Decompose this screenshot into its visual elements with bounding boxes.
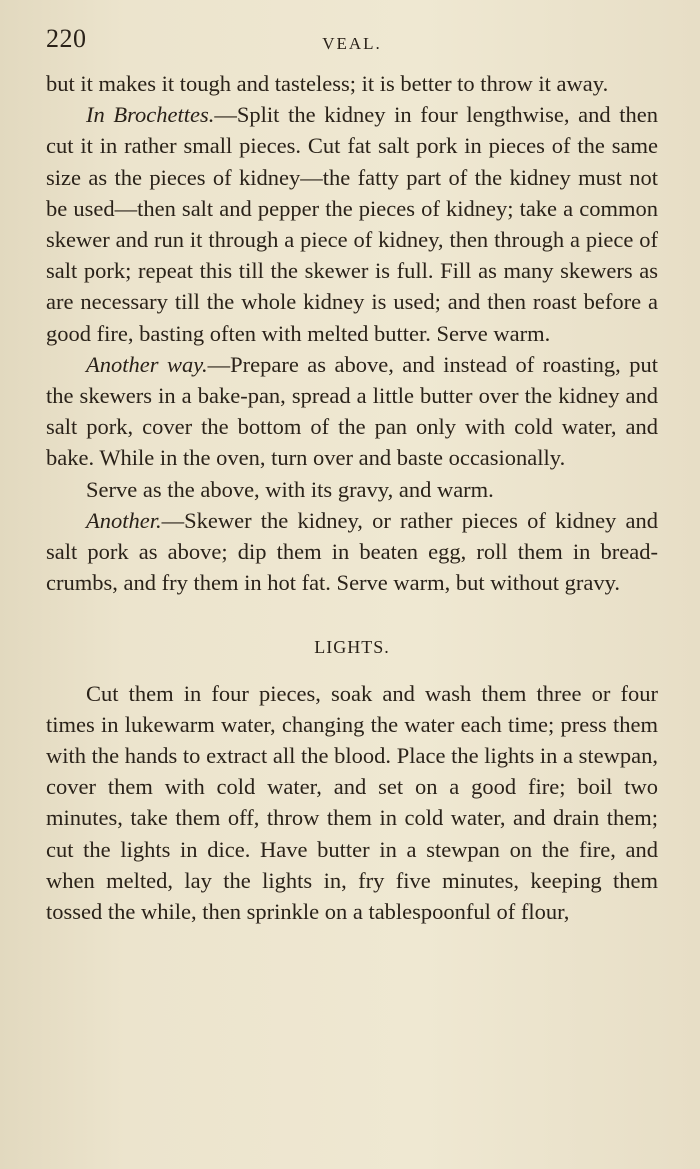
running-title: VEAL.: [322, 34, 382, 53]
paragraph-text: —Prepare as above, and instead of roasting, put the skewers in a bake-pan, spread a little butter over the kidney and salt pork, cover the bottom of the pan only with cold water, and bake. While in the oven, turn over and baste occasionally.: [46, 351, 658, 471]
paragraph-another-way: [46, 349, 658, 474]
paragraph-serve: Serve as the above, with its gravy, and warm.: [86, 476, 494, 502]
paragraph-text: —Skewer the kidney, or rather pieces of kidney and salt pork as above; dip them in beaten egg, roll them in bread-crumbs, and fry them in hot fat. Serve warm, but without gravy.: [46, 507, 658, 596]
body-text: [46, 68, 658, 927]
paragraph-lead: Another.: [86, 507, 162, 533]
paragraph-lead: In Brochettes.: [86, 102, 215, 128]
paragraph-another: [46, 505, 658, 599]
paragraph-brochettes: [46, 99, 658, 349]
paragraph-lights: Cut them in four pieces, soak and wash them three or four times in lukewarm water, changing the water each time; press them with the hands to extract all the blood. Place the lights in a stewpan, cover them with cold water, and set on a good fire; boil two minutes, take them off, throw them in cold water, and drain them; cut the lights in dice. Have butter in a stewpan on the fire, and when melted, lay the lights in, fry five minutes, keeping them tossed the while, then sprinkle on a tablespoonful of flour,: [46, 680, 658, 925]
paragraph-lead: Another way.: [86, 351, 208, 377]
running-head: [46, 22, 658, 68]
paragraph-text: —Split the kidney in four lengthwise, and then cut it in rather small pieces. Cut fat salt pork in pieces of the same size as the pieces of kidney—the fatty part of the kidney must not be used—then salt and pepper the pieces of kidney; take a common skewer and run it through a piece of kidney, then through a piece of salt pork; repeat this till the skewer is full. Fill as many skewers as are necessary till the whole kidney is used; and then roast before a good fire, basting often with melted butter. Serve warm.: [46, 102, 658, 346]
paragraph-continuation: but it makes it tough and tasteless; it is better to throw it away.: [46, 71, 609, 96]
section-heading: LIGHTS.: [314, 637, 390, 658]
page-number: 220: [46, 24, 87, 53]
